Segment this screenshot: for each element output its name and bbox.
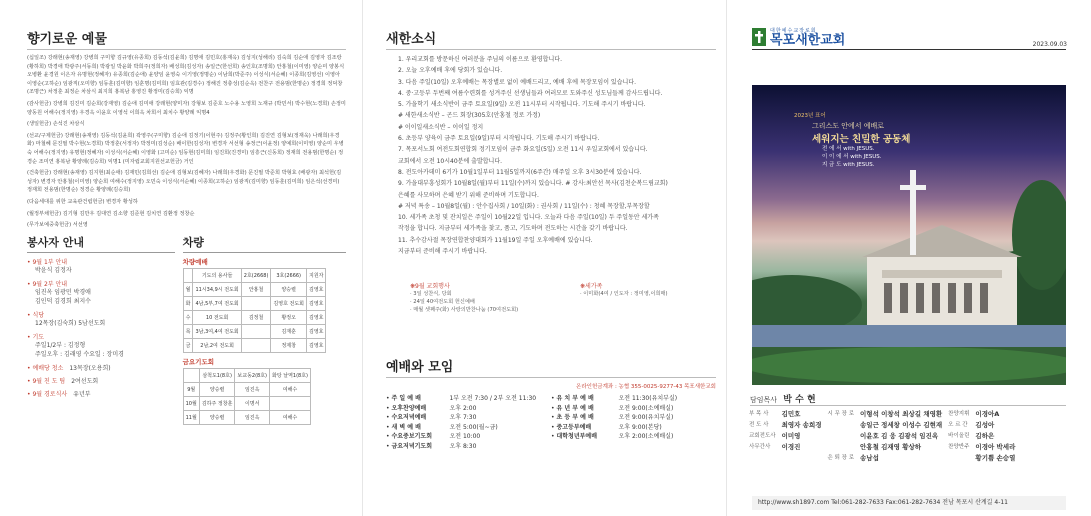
motto-sub-line: 전 에 서 with JESUS. <box>822 146 875 152</box>
cover-image <box>752 85 1066 385</box>
table-cell: 임진옥 <box>235 410 270 424</box>
staff-cell: 사무간사 <box>749 444 771 450</box>
table-cell: 3남,3여,4여 전도회 <box>193 324 241 338</box>
staff-cell: 김민호 <box>781 410 801 418</box>
header-rule <box>752 49 1066 50</box>
worship-title: 예배와 모임 <box>386 356 716 378</box>
table-header-cell: 2호(2668) <box>241 268 271 282</box>
news-item: 5. 가을학기 새소식반이 금주 토요일(9일) 오전 11시부터 시작됩니다. 기도해 주시기 바랍니다. <box>398 101 646 109</box>
motto-sub-line: 이 이 에 서 with JESUS. <box>822 154 882 160</box>
table-cell <box>270 396 311 410</box>
volunteer-group-title: 9월 친 도 팀 <box>32 377 66 385</box>
volunteers-list <box>27 257 175 398</box>
volunteer-inline: 2여선도회 <box>71 377 99 385</box>
bottom-row <box>27 234 346 425</box>
table-header-cell: 삼척도1(8호) <box>199 368 235 382</box>
service-name: 금요저녁기도회 <box>391 442 433 450</box>
volunteer-item: 12목장(김숙희) 5남선도회 <box>35 319 106 327</box>
staff-cell: 이형석 이창석 최상길 채영환 <box>860 410 943 418</box>
service-name: 오후찬양예배 <box>391 404 427 412</box>
table-cell: 여해수 <box>270 410 311 424</box>
vehicle-subtitle: 차량예배 <box>182 257 208 266</box>
service-name: 대학청년부예배 <box>556 433 598 441</box>
bullet-icon: • <box>27 280 33 288</box>
volunteer-group-head <box>27 389 175 398</box>
bullet-icon: • <box>551 395 557 403</box>
table-cell <box>241 324 271 338</box>
offerings-title: 향기로운 예물 <box>27 28 346 50</box>
church-name: 목포새한교회 <box>770 33 846 48</box>
service-time: 오후 7:30 <box>449 414 477 422</box>
table-header-cell <box>183 268 193 282</box>
bullet-icon: • <box>27 311 33 319</box>
table-cell: 양승렬 <box>199 410 235 424</box>
events-title: ❋9월 교회행사 <box>410 283 450 291</box>
table-cell: 김재훈 <box>271 324 307 338</box>
staff-cell: 김하은 <box>975 432 995 440</box>
vehicle-block <box>183 234 346 425</box>
table-cell: 9월 <box>183 382 199 396</box>
worship-left <box>386 394 551 451</box>
news-item: 지금부터 준비해 주시기 바랍니다. <box>398 248 487 256</box>
table-row <box>183 296 326 310</box>
staff-cell: 이경아A <box>975 410 1000 418</box>
volunteer-group-title: 9월 2부 안내 <box>32 280 68 288</box>
news-item: 은혜를 사모하며 은혜 받기 위해 준비하며 기도합니다. <box>398 191 539 199</box>
table-cell: 화 <box>183 296 193 310</box>
news-item: 3. 다음 주일(10일) 오후예배는 목장별로 없이 예배드리고, 예배 후에 목장모임이 있습니다. <box>398 78 636 86</box>
staff-cell: 찬양지휘 <box>948 411 970 417</box>
offering-paragraph: (건축헌금) 강래현(송재영) 김지현(최순애) 김재민(김희선) 김순애 김형보(김혜자) 나래희(우경화) 문진필 박준희 박형효 (배광자) 최석헌(김성자) 변경자 안홍철(이미영) 양순희 여해수(정지영) 오민숙 이성식(서순혜) 이종희(고하순) 임광직(김미향) 임동훈(김미희) 임은석(선경미) 정재희 전용범(한명순) 정경순 황양례(김승희) <box>27 170 342 194</box>
volunteer-group-title: 9월 1부 안내 <box>32 258 68 266</box>
online-account: 온라인헌금계좌 : 농협 355-0025-9277-43 목포새한교회 <box>576 384 716 391</box>
table-row <box>183 282 326 296</box>
staff-cell: 교회전도사 <box>749 433 776 439</box>
news-item: # 이이일새소식반 – 이이일 정지 <box>398 123 484 131</box>
news-item: 9. 가을대부흥성회가 10월8일(월)부터 11일(수)까지 있습니다. # 강사:최안선 목사(김천순복드림교회) <box>398 180 668 188</box>
bullet-icon: • <box>386 433 392 441</box>
volunteer-item: 주일오후 : 김래영 수요일 : 장미경 <box>35 350 124 358</box>
family-lines <box>580 290 700 298</box>
news-item: 교회에서 오전 10시40분에 출발합니다. <box>398 157 503 165</box>
pastor-label: 담임목사 <box>750 396 778 404</box>
table-header-cell: 기도의 용사들 <box>193 268 241 282</box>
service-name: 수요저녁예배 <box>391 414 427 422</box>
service-time: 오후 2:00(소예배실) <box>618 433 674 441</box>
staff-rule <box>750 405 1066 406</box>
table-header-cell <box>183 368 199 382</box>
news-item: 2. 오늘 오후예배 후에 당회가 있습니다. <box>398 67 503 75</box>
volunteers-title: 봉사자 안내 <box>27 234 175 253</box>
news-list <box>386 54 716 257</box>
bullet-icon: • <box>27 258 33 266</box>
service-time: 오전 5:00(월~금) <box>449 423 498 431</box>
staff-cell <box>825 430 858 441</box>
offering-paragraph: (감사헌금) 강병희 김진미 김순희(강재영) 김순애 김미애 강래현(양미자) 강형보 김준호 노수용 노영희 노재규 (박민서) 박수현(노경희) 손정미 양동원 어해수(정지영) 우경옥 이윤호 이영석 이희옥 차희서 최치수 황양례 익명4 <box>27 100 346 116</box>
friday-prayer-subtitle: 금요기도회 <box>182 357 215 366</box>
service-time: 오전 9:00(소예배실) <box>618 404 674 412</box>
service-row <box>386 394 551 404</box>
service-name: 유 치 부 예 배 <box>556 395 594 403</box>
worship-right <box>551 394 711 451</box>
bullet-icon: • <box>551 414 557 422</box>
staff-row <box>746 452 1018 463</box>
table-cell: 김영호 <box>306 296 326 310</box>
bullet-icon: • <box>386 395 392 403</box>
service-row <box>386 442 551 452</box>
staff-cell: 김성아 <box>975 421 995 429</box>
table-cell: 금 <box>183 338 193 352</box>
friday-prayer-table <box>183 368 311 425</box>
table-cell: 안홍철 <box>241 282 271 296</box>
bullet-icon: • <box>386 414 392 422</box>
staff-cell: 황기쁨 손승열 <box>975 454 1016 462</box>
table-cell: 10월 <box>183 396 199 410</box>
volunteer-group-head <box>27 310 175 319</box>
service-row <box>386 413 551 423</box>
table-cell: 4남,5부,7여 전도회 <box>193 296 241 310</box>
events-boxes <box>386 281 716 314</box>
table-cell: 월 <box>183 282 193 296</box>
staff-row <box>746 419 1018 430</box>
bullet-icon: • <box>551 423 557 431</box>
church-footer: http://www.sh1897.com Tel:061-282-7633 Fax:061-282-7634 전남 목포시 산계길 4-11 <box>752 496 1066 510</box>
table-cell <box>241 296 271 310</box>
service-row <box>386 423 551 433</box>
table-header-cell: 지원자 <box>306 268 326 282</box>
service-name: 주 일 예 배 <box>391 395 421 403</box>
volunteer-group-title: 9월 경로식사 <box>32 390 68 398</box>
year-motto-label: 2023년 표어 <box>794 113 826 119</box>
table-cell: 11월 <box>183 410 199 424</box>
table-cell: 수 <box>183 310 193 324</box>
bulletin-date: 2023.09.03 <box>1032 41 1067 48</box>
volunteer-group-title: 기도 <box>32 333 45 341</box>
staff-cell <box>779 452 825 463</box>
news-item: 11. 추수감사절 목장연합찬양대회가 11월19일 주일 오후예배에 있습니다. <box>398 236 593 244</box>
events-lines <box>410 290 580 314</box>
offering-paragraph: (무가보예중축헌금) 서선영 <box>27 222 88 229</box>
service-name: 수요중보기도회 <box>391 433 433 441</box>
table-cell: 김영호 전도회 <box>271 296 307 310</box>
bullet-icon: • <box>27 377 33 385</box>
service-name: 초 등 부 예 배 <box>556 414 594 422</box>
church-scene-illustration <box>752 85 1066 385</box>
bullet-icon: • <box>27 333 33 341</box>
service-time: 오전 10:00 <box>449 433 481 441</box>
offerings-panel <box>0 0 362 516</box>
news-item: 1. 우리교회를 방문하신 여러분을 주님의 이름으로 환영합니다. <box>398 56 562 63</box>
family-box <box>580 281 700 314</box>
staff-cell: 이경아 박세라 <box>975 443 1016 451</box>
bullet-icon: • <box>551 404 557 412</box>
cross-logo-icon <box>752 28 766 46</box>
table-header-cell: 3호(2666) <box>271 268 307 282</box>
table-row <box>183 410 310 424</box>
volunteer-inline: 유년부 <box>73 390 91 398</box>
offering-paragraph: (월정부채헌금) 김기형 김만우 김대연 김소향 김준현 김치연 김환정 정창순 <box>27 210 195 217</box>
table-cell: 목 <box>183 324 193 338</box>
motto-sub-line: 지 금 도 with JESUS. <box>822 162 875 168</box>
service-time: 오전 11:30(유치부실) <box>618 395 678 403</box>
volunteer-group-title: 예배당 청소 <box>32 364 64 372</box>
volunteer-group-head <box>27 332 175 341</box>
service-name: 새 벽 예 배 <box>391 423 421 431</box>
table-row <box>183 310 326 324</box>
church-logo <box>752 27 845 47</box>
service-row <box>551 413 711 423</box>
offering-paragraph: (다음세대를 위한 교육관건립헌금) 변경자 황성하 <box>27 198 138 205</box>
table-cell: 정제창 <box>271 338 307 352</box>
vehicle-table <box>183 268 327 353</box>
volunteer-item: 김인덕 김경희 최지수 <box>35 297 91 305</box>
offering-paragraph: (생일헌금) 손석진 차삼식 <box>27 121 85 128</box>
table-cell: 양승렬 <box>271 282 307 296</box>
table-cell: 김영호 <box>306 324 326 338</box>
staff-row <box>746 430 1018 441</box>
table-row <box>183 324 326 338</box>
offering-paragraph: (선교/구제헌금) 강래현(송재영) 김동석(김윤희) 곽영주(구미향) 김순애 김정기(이현주) 김정주(황인희) 김진연 김형보(정재욱) 나래희(우경화) 마철혜 문진필 박수현(노경희) 박정훈(서정자) 박정미(김성순) 배이한(김성자) 변경자 서선형 송정근(이윤정) 양예희(이미영) 양순미 우병숙 어해수(정지영) 유명현(정혜자) 이성식(서순혜) 이영화 (고미순) 임동현(김미희) 임진희(진경미) 임흥근(신동희) 정재희 전용범(한명순) 정경순 조미연 홍복남 황양례(김승희) 익명1 (미자립교회지원선교헌금) 거인 <box>27 132 344 165</box>
table-cell: 2남,2여 전도회 <box>193 338 241 352</box>
service-time: 오후 2:00 <box>449 404 477 412</box>
staff-row <box>746 408 1018 419</box>
staff-cell: 송남섭 <box>860 454 879 462</box>
news-item: 7. 목포서노회 여전도회연합회 정기모임이 금주 화요일(5일) 오전 11시 우일교회에서 있습니다. <box>398 146 648 154</box>
staff-cell: 바이올린 <box>948 433 970 439</box>
table-row <box>183 338 326 352</box>
staff-cell <box>825 419 858 430</box>
volunteer-group-title: 식당 <box>32 311 45 319</box>
volunteer-inline: 13목장(오용희) <box>69 364 111 372</box>
bullet-icon: • <box>386 404 392 412</box>
table-cell: 이명서 <box>235 396 270 410</box>
bullet-icon: • <box>27 390 33 398</box>
service-time: 오후 8:30 <box>449 442 477 450</box>
staff-cell: 이미영 <box>781 432 801 440</box>
staff-cell <box>746 452 779 463</box>
news-panel <box>362 0 726 516</box>
motto-sub <box>822 145 882 169</box>
volunteer-group-head <box>27 376 175 385</box>
pastor-line <box>750 392 816 405</box>
staff-cell: 최영자 송희경 <box>781 421 822 429</box>
table-cell: 황정오 <box>271 310 307 324</box>
cover-panel <box>726 0 1091 516</box>
bullet-icon: • <box>386 423 392 431</box>
pastor-name: 박 수 현 <box>783 395 816 405</box>
table-cell: 11시34,9시 전도회 <box>193 282 241 296</box>
table-header-cell: 화탕 날역1(8호) <box>270 368 311 382</box>
news-item: 6. 초등부 양육이 금주 토요일(9일)부터 시작됩니다. 기도해 주시기 바랍니다. <box>398 135 600 143</box>
table-header-row <box>183 268 326 282</box>
table-cell: 김영호 <box>306 338 326 352</box>
table-header-cell: 보교동2(8호) <box>235 368 270 382</box>
staff-cell: 은 퇴 장 로 <box>827 455 855 461</box>
volunteer-group-head <box>27 363 175 372</box>
table-cell: 김영호 <box>306 310 326 324</box>
staff-cell: 이윤호 김 웅 김광석 임진옥 <box>860 432 939 440</box>
service-time: 오전 9:00(유치부실) <box>618 414 674 422</box>
bullet-icon: • <box>27 364 33 372</box>
staff-cell <box>945 452 972 463</box>
staff-cell: 안홍철 김재영 황상하 <box>860 443 922 451</box>
volunteer-group-head <box>27 279 175 288</box>
news-item: 10. 세가족 초청 및 잔치일은 주일이 10월22일 입니다. 오늘과 다음 주일(10일) 두 주일동안 세가족 <box>398 214 659 222</box>
table-cell: 김영호 <box>306 282 326 296</box>
box-line: · 3일 성찬식, 당회 <box>410 291 452 298</box>
table-header-row <box>183 368 310 382</box>
news-item: 4. 중·고등부 두번째 여름수련회를 성겨주신 선생님들과 여러모로 도와주신 성도님들께 감사드립니다. <box>398 89 663 97</box>
news-item: 8. 전도아카데미 6기가 10월1일부터 11월5일까지(6주간) 매주일 오후 3시30분에 있습니다. <box>398 168 642 176</box>
volunteers-block <box>27 234 175 425</box>
events-box <box>410 281 580 314</box>
staff-cell: 찬양반주 <box>948 444 970 450</box>
staff-cell: 오 르 간 <box>948 422 968 428</box>
staff-cell <box>825 441 858 452</box>
service-time: 1부 오전 7:30 / 2부 오전 11:30 <box>449 395 537 403</box>
volunteer-item: 임진옥 임광민 박경애 <box>35 288 91 296</box>
volunteer-group-head <box>27 257 175 266</box>
service-row <box>551 432 711 442</box>
motto-line2: 세워지는 친밀한 공동체 <box>812 134 911 145</box>
family-title: ❋세가족 <box>580 283 603 291</box>
box-line: · 24일 40여전도회 헌신예배 <box>410 299 475 306</box>
staff-cell: 전 도 사 <box>749 422 769 428</box>
table-cell: 임진옥 <box>235 382 270 396</box>
bullet-icon: • <box>386 442 392 450</box>
offering-paragraph: (십일조) 강래현(송재영) 강병희 구미향 김규영(유종희) 김동석(김윤희) 김명애 김민호(홍재옥) 김성지(성해리) 김숙희 김순애 김영자 김조랑(황하희) 박경애 박광주(서동희) 박광일 박윤화 박희주(정희자) 배성희(김성자) 송일근(한선희) 송인호(조명희) 안홍철(이미영) 양순미 양봉식 오병환 윤경원 이은자 유명현(정혜자) 유종희(김순애) 윤양임 윤영숙 이기영(정명순) 이남희(박준주) 이성식(서순혜) 이종희(김영선) 이영아 이영순(고하순) 임광직(오미향) 임동훈(김미향) 임훈명(김미희) 임효관(김경수) 정해진 정충성(김순옥) 전찬구 전용범(한명순) 정경희 정덕창(조명근) 차정훈 최정순 차삼식 최지희 홍복남 홍영진 황정미(김승희) 익명 <box>27 55 345 96</box>
service-name: 유 년 부 예 배 <box>556 404 594 412</box>
service-row <box>386 404 551 414</box>
staff-cell: 이경진 <box>781 443 801 451</box>
table-cell <box>241 338 271 352</box>
service-name: 중고등부예배 <box>556 423 592 431</box>
volunteer-item: 주일1/2부 : 김정형 <box>35 341 86 349</box>
table-cell: 여해수 <box>270 382 311 396</box>
staff-cell: 부 목 사 <box>749 411 769 417</box>
table-row <box>183 382 310 396</box>
service-time: 오후 9:00(본당) <box>618 423 662 431</box>
worship-schedule <box>386 394 716 451</box>
news-item: # 저녁 특송 – 10월8일(월) : 안수집사회 / 10일(화) : 권사회 / 11일(수) : 청혜 목장할,부목장할 <box>398 202 650 210</box>
offerings-list <box>27 54 346 230</box>
staff-cell: 송일근 정세창 이성수 김현재 <box>860 421 943 429</box>
table-cell: 양승렬 <box>199 382 235 396</box>
news-item: # 새한새소식반 – 곤드 회장(305호(안홍철 정로 가정) <box>398 112 541 120</box>
service-row <box>551 394 711 404</box>
staff-table <box>746 408 1018 463</box>
table-cell: 김하주 정창훈 <box>199 396 235 410</box>
service-row <box>386 432 551 442</box>
table-cell: 10 전도회 <box>193 310 241 324</box>
bullet-icon: • <box>551 433 557 441</box>
box-line: · 이미화(4여 / 인도자 : 정미영,이희매) <box>580 291 668 298</box>
vehicle-title: 차량 <box>183 234 346 253</box>
news-title: 새한소식 <box>386 28 716 50</box>
staff-row <box>746 441 1018 452</box>
denomination: 대한예수교장로회 <box>770 28 817 34</box>
table-row <box>183 396 310 410</box>
volunteer-item: 박윤식 김정자 <box>35 266 72 274</box>
table-cell: 김정철 <box>241 310 271 324</box>
news-item: 작정을 합니다. 지금부터 세가족을 찾고, 품고, 기도하며 전도하는 시간을 갖기 바랍니다. <box>398 225 628 233</box>
staff-cell: 시 무 장 로 <box>827 411 855 417</box>
box-line: · 매월 셋째주(화) 사랑의반찬나눔 (70여전도회) <box>410 307 519 314</box>
motto-line1: 그리스도 안에서 예배로 <box>812 122 885 130</box>
service-row <box>551 404 711 414</box>
service-row <box>551 423 711 433</box>
